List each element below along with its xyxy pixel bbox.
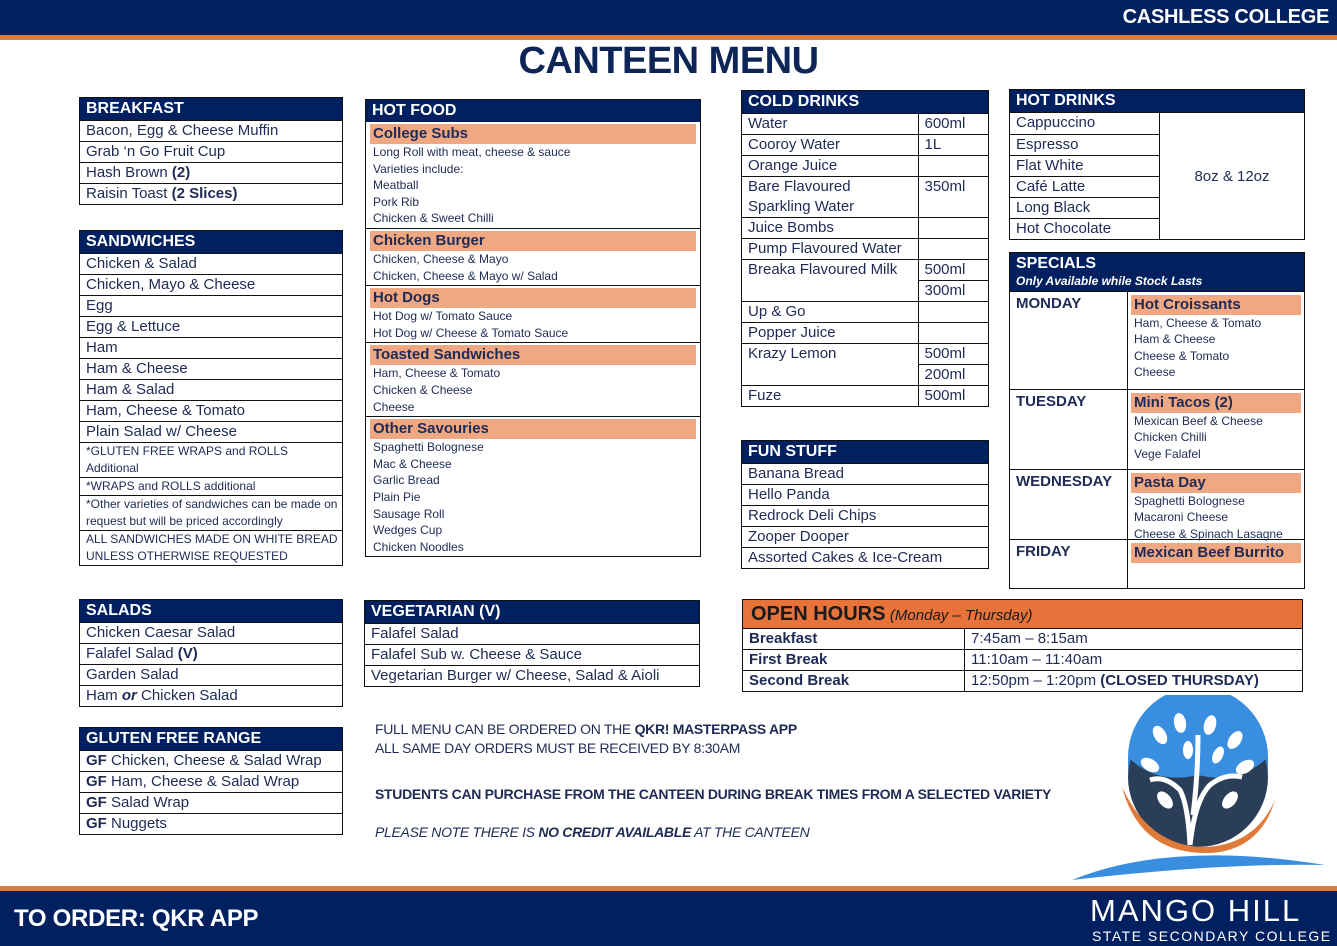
hot-food-line: Sausage Roll [373, 506, 445, 521]
sandwiches-heading: SANDWICHES [80, 231, 342, 253]
open-hours-days: (Monday – Thursday) [889, 607, 1033, 624]
special-line: Cheese & Spinach Lasagne [1134, 526, 1283, 541]
hot-food-group-title: Toasted Sandwiches [370, 345, 696, 365]
gluten-free-section [79, 727, 343, 835]
hot-food-group [366, 342, 700, 416]
menu-item: Egg & Lettuce [80, 316, 342, 337]
table-row: Second Break 12:50pm – 1:20pm (CLOSED THURSDAY) [743, 670, 1302, 691]
special-day: FRIDAY [1010, 540, 1128, 589]
fun-stuff-section [741, 440, 989, 569]
open-hours-section [742, 599, 1303, 692]
special-line: Macaroni Cheese [1134, 510, 1229, 525]
hot-drinks-heading: HOT DRINKS [1010, 90, 1304, 112]
hot-food-line: Varieties include: [373, 161, 464, 176]
menu-item: Chicken, Mayo & Cheese [80, 274, 342, 295]
sandwich-note: *GLUTEN FREE WRAPS and ROLLS Additional [80, 442, 342, 477]
menu-item: Hot Chocolate [1010, 218, 1159, 239]
sandwich-note: *WRAPS and ROLLS additional [80, 477, 342, 495]
breakfast-section [79, 97, 343, 205]
hot-food-line: Hot Dog w/ Cheese & Tomato Sauce [373, 325, 569, 340]
hot-food-line: Long Roll with meat, cheese & sauce [373, 145, 571, 159]
special-title: Mini Tacos (2) [1131, 393, 1301, 413]
menu-item: Ham & Salad [80, 379, 342, 400]
hot-food-line: Hot Dog w/ Tomato Sauce [373, 309, 513, 324]
cashless-college-banner: CASHLESS COLLEGE [1122, 6, 1329, 28]
special-row-tuesday [1010, 389, 1304, 469]
school-tree-logo-icon [1070, 695, 1330, 885]
sandwiches-section [79, 230, 343, 566]
special-line: Spaghetti Bolognese [1134, 494, 1245, 508]
hot-food-line: Chicken & Sweet Chilli [373, 211, 494, 226]
hot-food-line: Meatball [373, 178, 419, 193]
table-row: Pump Flavoured Water [742, 239, 988, 260]
gluten-free-heading: GLUTEN FREE RANGE [80, 728, 342, 750]
menu-item: Ham, Cheese & Tomato [80, 400, 342, 421]
page-title: CANTEEN MENU [518, 40, 819, 82]
hot-food-groups [366, 124, 700, 556]
fun-stuff-heading: FUN STUFF [742, 441, 988, 463]
hot-food-group-title: College Subs [370, 124, 696, 144]
table-row: 300ml [742, 281, 988, 302]
special-line: Vege Falafel [1134, 446, 1201, 461]
hot-food-line: Chicken & Cheese [373, 382, 473, 397]
menu-item: Garden Salad [80, 664, 342, 685]
to-order-label: TO ORDER: QKR APP [14, 905, 259, 932]
menu-item: Banana Bread [742, 463, 988, 484]
menu-item: Assorted Cakes & Ice-Cream [742, 547, 988, 568]
menu-item: Egg [80, 295, 342, 316]
hot-food-line: Wedges Cup [373, 523, 443, 538]
hot-drinks-section [1009, 89, 1305, 240]
special-line: Cheese & Tomato [1134, 348, 1230, 363]
table-row: 200ml [742, 365, 988, 386]
hot-food-line: Chicken Noodles [373, 539, 464, 554]
menu-item: Bacon, Egg & Cheese Muffin [80, 120, 342, 141]
salads-section [79, 599, 343, 707]
hot-food-group [366, 416, 700, 556]
hot-food-group [366, 228, 700, 285]
table-row: Breaka Flavoured Milk 500ml [742, 260, 988, 281]
menu-item: Hello Panda [742, 484, 988, 505]
menu-item: Café Latte [1010, 176, 1159, 197]
cold-drinks-table [742, 113, 988, 406]
menu-item: Hash Brown (2) [80, 162, 342, 183]
menu-item: GF Nuggets [80, 813, 342, 834]
table-row: Cooroy Water 1L [742, 135, 988, 156]
specials-heading: SPECIALS Only Available while Stock Lasts [1010, 253, 1304, 291]
menu-item: Espresso [1010, 134, 1159, 155]
table-row: Breakfast 7:45am – 8:15am [743, 628, 1302, 649]
open-hours-heading: OPEN HOURS (Monday – Thursday) [743, 600, 1302, 628]
hot-food-section [365, 99, 701, 557]
menu-item: Ham [80, 337, 342, 358]
credit-note: PLEASE NOTE THERE IS NO CREDIT AVAILABLE AT THE CANTEEN [375, 824, 810, 840]
hot-food-group-title: Other Savouries [370, 419, 696, 439]
table-row: Orange Juice [742, 156, 988, 177]
special-row-monday [1010, 291, 1304, 389]
sandwich-note: ALL SANDWICHES MADE ON WHITE BREAD UNLESS OTHERWISE REQUESTED [80, 530, 342, 565]
purchase-note: STUDENTS CAN PURCHASE FROM THE CANTEEN DURING BREAK TIMES FROM A SELECTED VARIETY [375, 786, 1051, 802]
vegetarian-heading: VEGETARIAN (V) [365, 601, 699, 623]
school-name: MANGO HILL [1090, 893, 1302, 928]
menu-item: Falafel Salad (V) [80, 643, 342, 664]
menu-item: GF Ham, Cheese & Salad Wrap [80, 771, 342, 792]
special-title: Pasta Day [1131, 473, 1301, 493]
table-row: Bare Flavoured Sparkling Water 350ml [742, 177, 988, 218]
menu-item: Flat White [1010, 155, 1159, 176]
hot-food-group [366, 124, 700, 228]
special-title: Mexican Beef Burrito [1131, 543, 1301, 563]
specials-subtitle: Only Available while Stock Lasts [1016, 274, 1203, 288]
vegetarian-section [364, 600, 700, 687]
special-line: Cheese [1134, 365, 1176, 380]
menu-item: Vegetarian Burger w/ Cheese, Salad & Aioli [365, 665, 699, 686]
table-row: Juice Bombs [742, 218, 988, 239]
menu-item: Chicken & Salad [80, 253, 342, 274]
specials-section [1009, 252, 1305, 589]
hot-food-group-title: Hot Dogs [370, 288, 696, 308]
menu-item: Falafel Salad [365, 623, 699, 644]
cold-drinks-section [741, 90, 989, 407]
table-row: Fuze 500ml [742, 386, 988, 407]
hot-food-line: Garlic Bread [373, 473, 440, 488]
menu-item: Raisin Toast (2 Slices) [80, 183, 342, 204]
menu-item: Falafel Sub w. Cheese & Sauce [365, 644, 699, 665]
hot-food-group [366, 285, 700, 342]
special-day: WEDNESDAY [1010, 470, 1128, 539]
menu-item: Cappuccino [1016, 114, 1096, 131]
menu-item: Chicken Caesar Salad [80, 622, 342, 643]
table-row: Popper Juice [742, 323, 988, 344]
special-title: Hot Croissants [1131, 295, 1301, 315]
menu-item: Long Black [1010, 197, 1159, 218]
special-line: Ham & Cheese [1134, 332, 1216, 347]
hot-food-line: Plain Pie [373, 489, 421, 504]
menu-item: GF Salad Wrap [80, 792, 342, 813]
special-line: Ham, Cheese & Tomato [1134, 316, 1262, 330]
cutoff-note: ALL SAME DAY ORDERS MUST BE RECEIVED BY 8:30AM [375, 740, 741, 756]
special-row-friday [1010, 539, 1304, 589]
menu-item: Plain Salad w/ Cheese [80, 421, 342, 442]
hot-food-group-title: Chicken Burger [370, 231, 696, 251]
breakfast-heading: BREAKFAST [80, 98, 342, 120]
hot-food-line: Spaghetti Bolognese [373, 440, 484, 455]
sandwich-note: *Other varieties of sandwiches can be made on request but will be priced accordingly [80, 495, 342, 530]
menu-item: Zooper Dooper [742, 526, 988, 547]
table-row: Krazy Lemon 500ml [742, 344, 988, 365]
menu-item: GF Chicken, Cheese & Salad Wrap [80, 750, 342, 771]
table-row: Water 600ml [742, 114, 988, 135]
menu-item: Grab ‘n Go Fruit Cup [80, 141, 342, 162]
special-line: Chicken Chilli [1134, 430, 1207, 445]
hot-drinks-list [1010, 113, 1160, 239]
menu-item: Ham or Chicken Salad [80, 685, 342, 706]
school-subtitle: STATE SECONDARY COLLEGE [1092, 928, 1332, 944]
hot-drinks-sizes: 8oz & 12oz [1194, 167, 1270, 185]
hot-food-line: Chicken, Cheese & Mayo w/ Salad [373, 268, 558, 283]
special-line: Mexican Beef & Cheese [1134, 414, 1263, 428]
hot-food-heading: HOT FOOD [366, 100, 700, 122]
hot-food-line: Mac & Cheese [373, 456, 452, 471]
order-note: FULL MENU CAN BE ORDERED ON THE QKR! MASTERPASS APP [375, 721, 797, 737]
hot-food-line: Ham, Cheese & Tomato [373, 366, 501, 381]
hot-food-line: Cheese [373, 399, 415, 414]
special-day: TUESDAY [1010, 390, 1128, 469]
menu-item: Ham & Cheese [80, 358, 342, 379]
table-row: First Break 11:10am – 11:40am [743, 649, 1302, 670]
cold-drinks-heading: COLD DRINKS [742, 91, 988, 113]
table-row: Up & Go [742, 302, 988, 323]
menu-item: Redrock Deli Chips [742, 505, 988, 526]
salads-heading: SALADS [80, 600, 342, 622]
special-day: MONDAY [1010, 292, 1128, 389]
special-row-wednesday [1010, 469, 1304, 539]
hot-food-line: Chicken, Cheese & Mayo [373, 251, 509, 266]
hot-food-line: Pork Rib [373, 194, 420, 209]
